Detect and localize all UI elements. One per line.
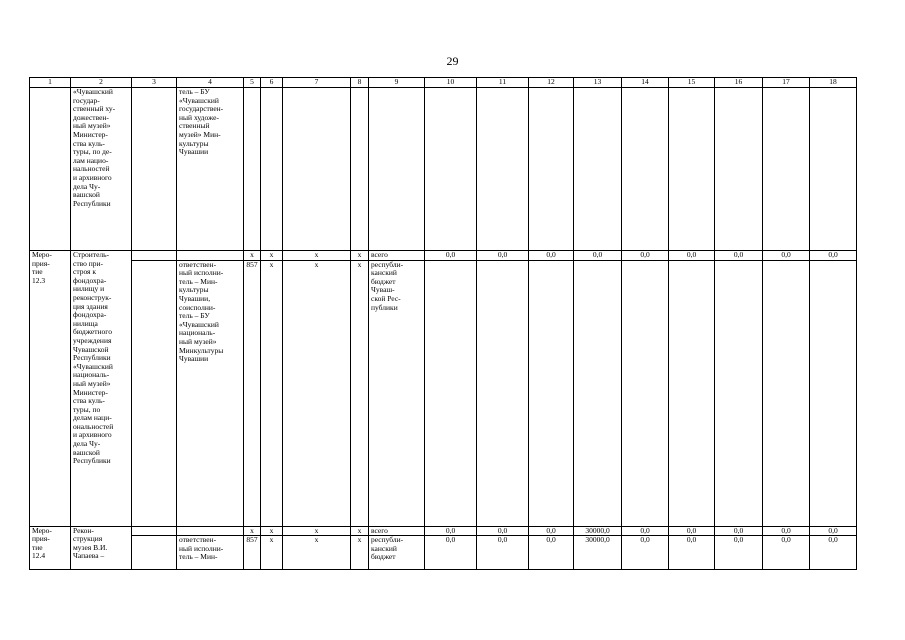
value-cell: 30000,0	[574, 526, 622, 536]
value-cell: 0,0	[622, 526, 669, 536]
value-cell: 0,0	[425, 536, 477, 570]
header-cell: 1	[30, 78, 71, 88]
code-cell: х	[244, 251, 261, 261]
code-cell: 857	[244, 260, 261, 526]
header-cell: 17	[763, 78, 810, 88]
value-cell: 0,0	[810, 536, 857, 570]
value-cell: 0,0	[529, 526, 574, 536]
table-row	[30, 260, 857, 526]
event-name-cell: Рекон- струкция музея В.И. Чапаева –	[71, 526, 132, 570]
header-cell: 10	[425, 78, 477, 88]
header-cell: 7	[283, 78, 351, 88]
event-label-cell: Меро- прия- тие 12.3	[30, 251, 71, 527]
table-row	[30, 526, 857, 536]
value-cell: 0,0	[477, 526, 529, 536]
value-cell: 0,0	[763, 251, 810, 261]
source-cell: республи- канский бюджет Чуваш- ской Рес- публики	[369, 260, 425, 526]
table-row	[30, 88, 857, 251]
code-cell: х	[351, 260, 369, 526]
value-cell: 0,0	[477, 536, 529, 570]
header-cell: 5	[244, 78, 261, 88]
value-cell: 0,0	[669, 526, 715, 536]
header-cell: 16	[715, 78, 763, 88]
value-cell: 0,0	[715, 536, 763, 570]
code-cell: х	[283, 251, 351, 261]
value-cell: 0,0	[810, 251, 857, 261]
value-cell: 0,0	[810, 526, 857, 536]
header-cell: 14	[622, 78, 669, 88]
value-cell: 0,0	[529, 536, 574, 570]
value-cell: 30000,0	[574, 536, 622, 570]
source-cell: всего	[369, 251, 425, 261]
value-cell: 0,0	[574, 251, 622, 261]
code-cell: х	[351, 526, 369, 536]
event-label-cell: Меро- прия- тие 12.4	[30, 526, 71, 570]
header-cell: 3	[132, 78, 177, 88]
budget-table	[29, 77, 857, 570]
header-cell: 4	[177, 78, 244, 88]
code-cell: х	[244, 526, 261, 536]
code-cell: х	[261, 526, 283, 536]
code-cell: х	[283, 536, 351, 570]
executor-cell: ответствен- ный исполни- тель – Мин- культуры Чувашии, соисполни- тель – БУ «Чувашский националь- ный музей» Минкультуры Чувашии	[177, 260, 244, 526]
value-cell: 0,0	[669, 251, 715, 261]
column-number-row	[30, 78, 857, 88]
header-cell: 8	[351, 78, 369, 88]
value-cell: 0,0	[715, 251, 763, 261]
value-cell: 0,0	[425, 526, 477, 536]
header-cell: 11	[477, 78, 529, 88]
code-cell: х	[351, 251, 369, 261]
executor-cell: тель – БУ «Чувашский государствен- ный художе- ственный музей» Мин- культуры Чувашии	[177, 88, 244, 251]
table-row	[30, 251, 857, 261]
page-number: 29	[446, 54, 459, 68]
table-row	[30, 536, 857, 570]
header-cell: 9	[369, 78, 425, 88]
header-cell: 15	[669, 78, 715, 88]
code-cell: 857	[244, 536, 261, 570]
header-cell: 12	[529, 78, 574, 88]
code-cell: х	[261, 251, 283, 261]
header-cell: 18	[810, 78, 857, 88]
code-cell: х	[261, 260, 283, 526]
value-cell: 0,0	[763, 536, 810, 570]
value-cell: 0,0	[763, 526, 810, 536]
value-cell: 0,0	[529, 251, 574, 261]
code-cell: х	[261, 536, 283, 570]
value-cell: 0,0	[622, 536, 669, 570]
event-name-cell: «Чувашский государ- ственный ху- дожествен- ный музей» Министер- ства куль- туры, по де- лам нацио- нальностей и архивного дела Чу- вашской Республики	[71, 88, 132, 251]
header-cell: 13	[574, 78, 622, 88]
value-cell: 0,0	[669, 536, 715, 570]
header-cell: 2	[71, 78, 132, 88]
source-cell: республи- канский бюджет	[369, 536, 425, 570]
value-cell: 0,0	[477, 251, 529, 261]
value-cell: 0,0	[425, 251, 477, 261]
executor-cell: ответствен- ный исполни- тель – Мин-	[177, 536, 244, 570]
value-cell: 0,0	[715, 526, 763, 536]
value-cell: 0,0	[622, 251, 669, 261]
event-name-cell: Строитель- ство при- строя к фондохра- нилищу и реконструк- ция здания фондохра- нилища бюджетного учреждения Чувашской Республики «Чувашский националь- ный музей» Министер- ства куль- туры, по делам наци- ональностей и архивного дела Чу- вашской Республики	[71, 251, 132, 527]
code-cell: х	[351, 536, 369, 570]
source-cell: всего	[369, 526, 425, 536]
header-cell: 6	[261, 78, 283, 88]
code-cell: х	[283, 260, 351, 526]
code-cell: х	[283, 526, 351, 536]
